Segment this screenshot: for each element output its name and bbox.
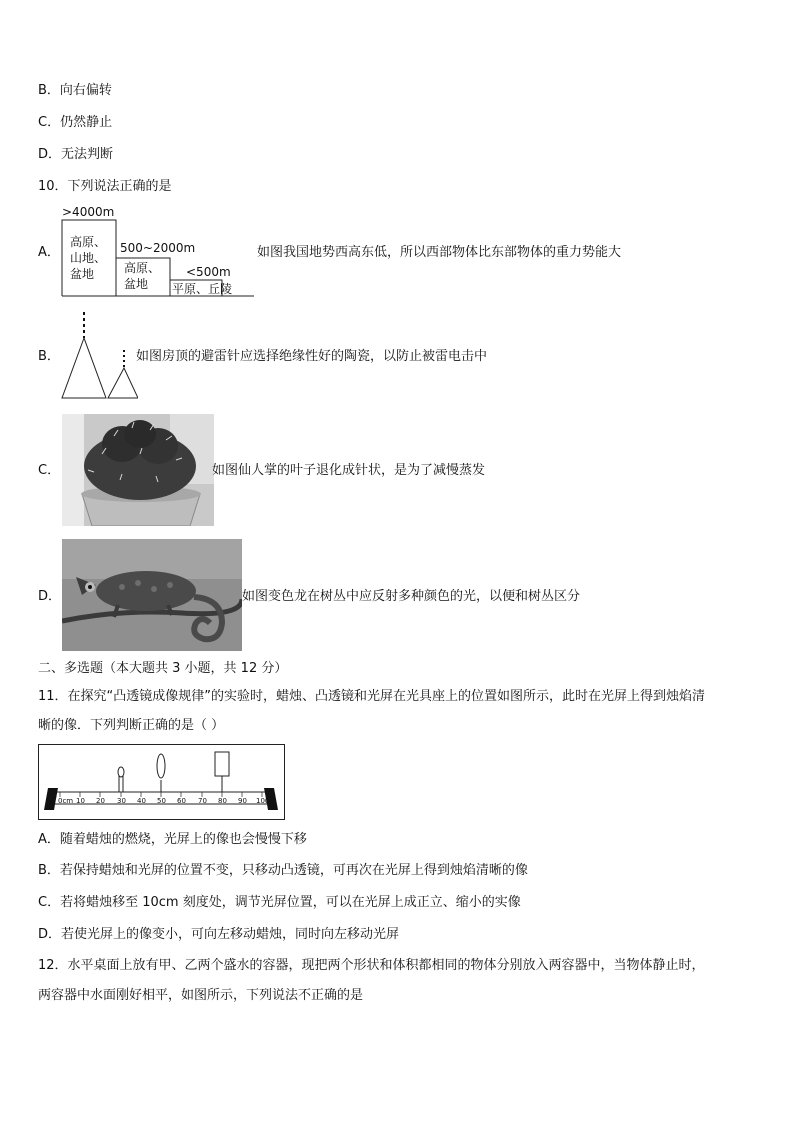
altitude-label-3: <500m <box>186 265 231 279</box>
chameleon-photo <box>62 539 242 651</box>
ruler-unit-label: 0cm <box>58 797 74 805</box>
q9-option-c: C．仍然静止 <box>38 115 113 130</box>
q11-option-b: B．若保持蜡烛和光屏的位置不变，只移动凸透镜，可再次在光屏上得到烛焰清晰的像 <box>38 863 528 878</box>
q9-option-d: D．无法判断 <box>38 147 114 162</box>
q12-stem-line-2: 两容器中水面刚好相平，如图所示，下列说法不正确的是 <box>38 988 364 1003</box>
q10-option-d-label: D． <box>38 589 62 604</box>
q10-option-b-text: 如图房顶的避雷针应选择绝缘性好的陶瓷，以防止被雷电击中 <box>136 349 488 364</box>
q9-option-b: B．向右偏转 <box>38 83 112 98</box>
q11-stem-line-1: 11．在探究“凸透镜成像规律”的实验时，蜡烛、凸透镜和光屏在光具座上的位置如图所示，此时在光屏上得到烛焰清 <box>38 689 706 704</box>
q11-stem-line-2: 晰的像．下列判断正确的是（ ） <box>38 718 225 733</box>
region-2-line-2: 盆地 <box>124 277 149 291</box>
terrain-profile-figure <box>58 204 260 300</box>
region-1-line-2: 山地、 <box>70 251 107 265</box>
ruler-tick-80: 80 <box>218 797 227 805</box>
ruler-tick-100: 100 <box>256 797 270 805</box>
ruler-tick-20: 20 <box>96 797 105 805</box>
region-1-line-1: 高原、 <box>70 235 107 249</box>
q10-stem: 10．下列说法正确的是 <box>38 179 172 194</box>
q10-option-a-label: A． <box>38 245 60 260</box>
q11-option-c: C．若将蜡烛移至 10cm 刻度处，调节光屏位置，可以在光屏上成正立、缩小的实像 <box>38 895 521 910</box>
q10-option-d-text: 如图变色龙在树丛中应反射多种颜色的光，以便和树丛区分 <box>242 589 581 604</box>
region-3: 平原、丘陵 <box>172 282 233 296</box>
q10-option-a-text: 如图我国地势西高东低，所以西部物体比东部物体的重力势能大 <box>257 245 622 260</box>
altitude-label-1: >4000m <box>62 205 115 219</box>
cactus-photo <box>62 414 214 526</box>
ruler-tick-30: 30 <box>117 797 126 805</box>
q10-option-c-text: 如图仙人掌的叶子退化成针状，是为了减慢蒸发 <box>212 463 486 478</box>
region-2-line-1: 高原、 <box>124 261 161 275</box>
q11-option-a: A．随着蜡烛的燃烧，光屏上的像也会慢慢下移 <box>38 832 307 847</box>
altitude-label-2: 500~2000m <box>120 241 196 255</box>
q12-stem-line-1: 12．水平桌面上放有甲、乙两个盛水的容器，现把两个形状和体积都相同的物体分别放入两容器中，当物体静止时， <box>38 958 705 973</box>
optical-bench-figure <box>38 744 285 820</box>
ruler-tick-10: 10 <box>76 797 85 805</box>
lightning-rod-roof-icon <box>60 310 138 400</box>
q10-option-c-label: C． <box>38 463 61 478</box>
ruler-tick-50: 50 <box>157 797 166 805</box>
q10-option-b-label: B． <box>38 349 60 364</box>
region-1-line-3: 盆地 <box>70 267 95 281</box>
ruler-tick-70: 70 <box>198 797 207 805</box>
ruler-tick-40: 40 <box>137 797 146 805</box>
q11-option-d: D．若使光屏上的像变小，可向左移动蜡烛，同时向左移动光屏 <box>38 927 400 942</box>
ruler-tick-90: 90 <box>238 797 247 805</box>
ruler-tick-60: 60 <box>177 797 186 805</box>
section-2-title: 二、多选题（本大题共 3 小题，共 12 分） <box>38 661 288 676</box>
